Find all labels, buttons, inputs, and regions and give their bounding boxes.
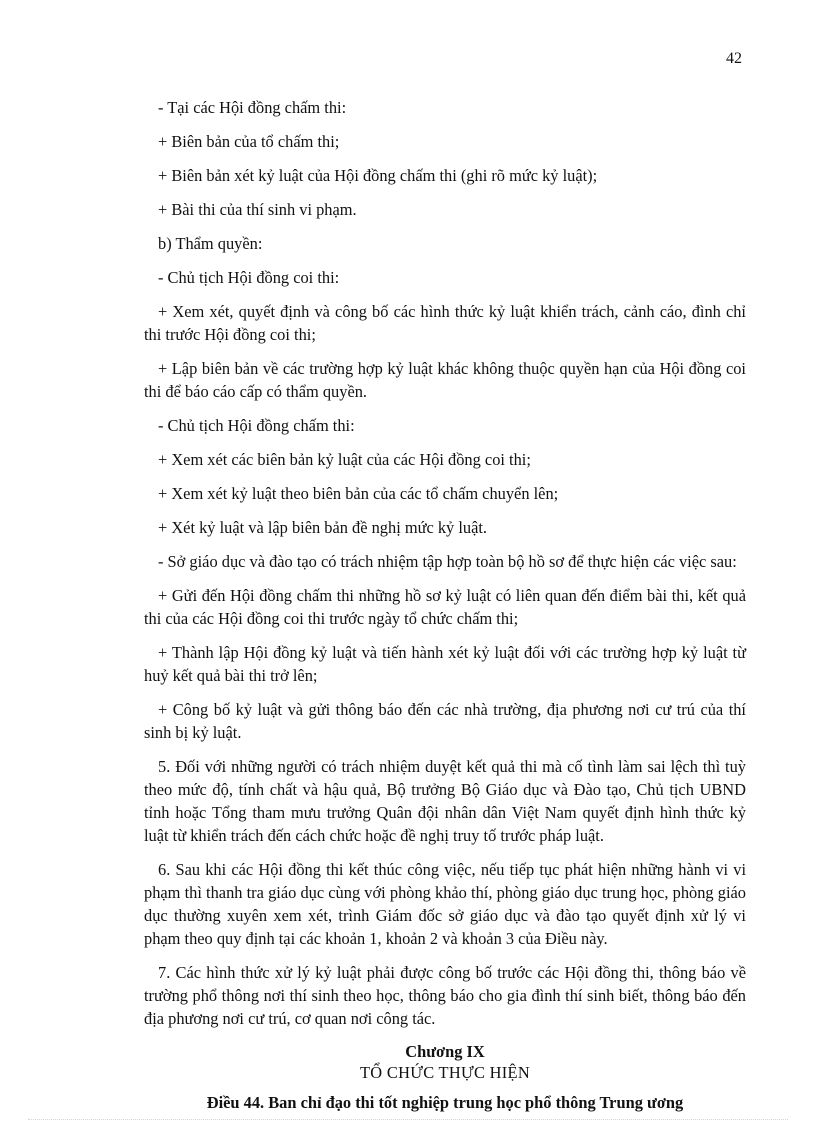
paragraph: + Xem xét các biên bản kỷ luật của các Hội đồng coi thi; (158, 450, 531, 469)
paragraph: + Biên bản của tổ chấm thi; (158, 132, 340, 151)
paragraph: 6. Sau khi các Hội đồng thi kết thúc công việc, nếu tiếp tục phát hiện những hành vi vi phạm thì thanh tra giáo dục cùng với phòng khảo thí, phòng giáo dục trung học, phòng giáo dục thường xuyên xem xét, trình Giám đốc sở giáo dục và đào tạo quyết định xử lý vi phạm theo quy định tại các khoản 1, khoản 2 và khoản 3 của Điều này. (144, 860, 746, 948)
document-body (144, 96, 746, 1114)
page-number: 42 (726, 50, 742, 67)
paragraph: - Chủ tịch Hội đồng coi thi: (158, 268, 340, 287)
paragraph: + Biên bản xét kỷ luật của Hội đồng chấm thi (ghi rõ mức kỷ luật); (158, 166, 598, 185)
paragraph: - Chủ tịch Hội đồng chấm thi: (158, 416, 355, 435)
paragraph: - Tại các Hội đồng chấm thi: (158, 98, 347, 117)
paragraph: 7. Các hình thức xử lý kỷ luật phải được công bố trước các Hội đồng thi, thông báo về trường phổ thông nơi thí sinh theo học, thông báo cho gia đình thí sinh biết, thông báo đến địa phương nơi cư trú, cơ quan nơi công tác. (144, 963, 746, 1028)
paragraph: + Xem xét, quyết định và công bố các hình thức kỷ luật khiển trách, cảnh cáo, đình chỉ thi trước Hội đồng coi thi; (144, 302, 746, 344)
paragraph: b) Thẩm quyền: (158, 234, 263, 253)
chapter-title: TỔ CHỨC THỰC HIỆN (359, 1063, 530, 1082)
paragraph: + Bài thi của thí sinh vi phạm. (158, 200, 357, 219)
page-bottom-rule (28, 1119, 788, 1120)
paragraph: + Lập biên bản về các trường hợp kỷ luật khác không thuộc quyền hạn của Hội đồng coi thi để báo cáo cấp có thẩm quyền. (144, 359, 746, 401)
paragraph: + Công bố kỷ luật và gửi thông báo đến các nhà trường, địa phương nơi cư trú của thí sinh bị kỷ luật. (144, 700, 746, 742)
paragraph: + Xem xét kỷ luật theo biên bản của các tổ chấm chuyển lên; (158, 484, 559, 503)
paragraph: - Sở giáo dục và đào tạo có trách nhiệm tập hợp toàn bộ hồ sơ để thực hiện các việc sau: (158, 552, 737, 571)
paragraph: + Xét kỷ luật và lập biên bản đề nghị mức kỷ luật. (158, 518, 488, 537)
paragraph: + Gửi đến Hội đồng chấm thi những hồ sơ kỷ luật có liên quan đến điểm bài thi, kết quả thi của các Hội đồng coi thi trước ngày tổ chức chấm thi; (144, 586, 746, 628)
chapter-number: Chương IX (405, 1042, 485, 1061)
paragraph: 5. Đối với những người có trách nhiệm duyệt kết quả thi mà cố tình làm sai lệch thì tuỳ theo mức độ, tính chất và hậu quả, Bộ trưởng Bộ Giáo dục và Đào tạo, Chủ tịch UBND tỉnh hoặc Tổng tham mưu trưởng Quân đội nhân dân Việt Nam quyết định hình thức kỷ luật từ khiển trách đến cách chức hoặc đề nghị truy tố trước pháp luật. (144, 757, 746, 845)
article-heading: Điều 44. Ban chỉ đạo thi tốt nghiệp trung học phổ thông Trung ương (206, 1093, 684, 1112)
paragraph: + Thành lập Hội đồng kỷ luật và tiến hành xét kỷ luật đối với các trường hợp kỷ luật từ huỷ kết quả bài thi trở lên; (144, 643, 746, 685)
